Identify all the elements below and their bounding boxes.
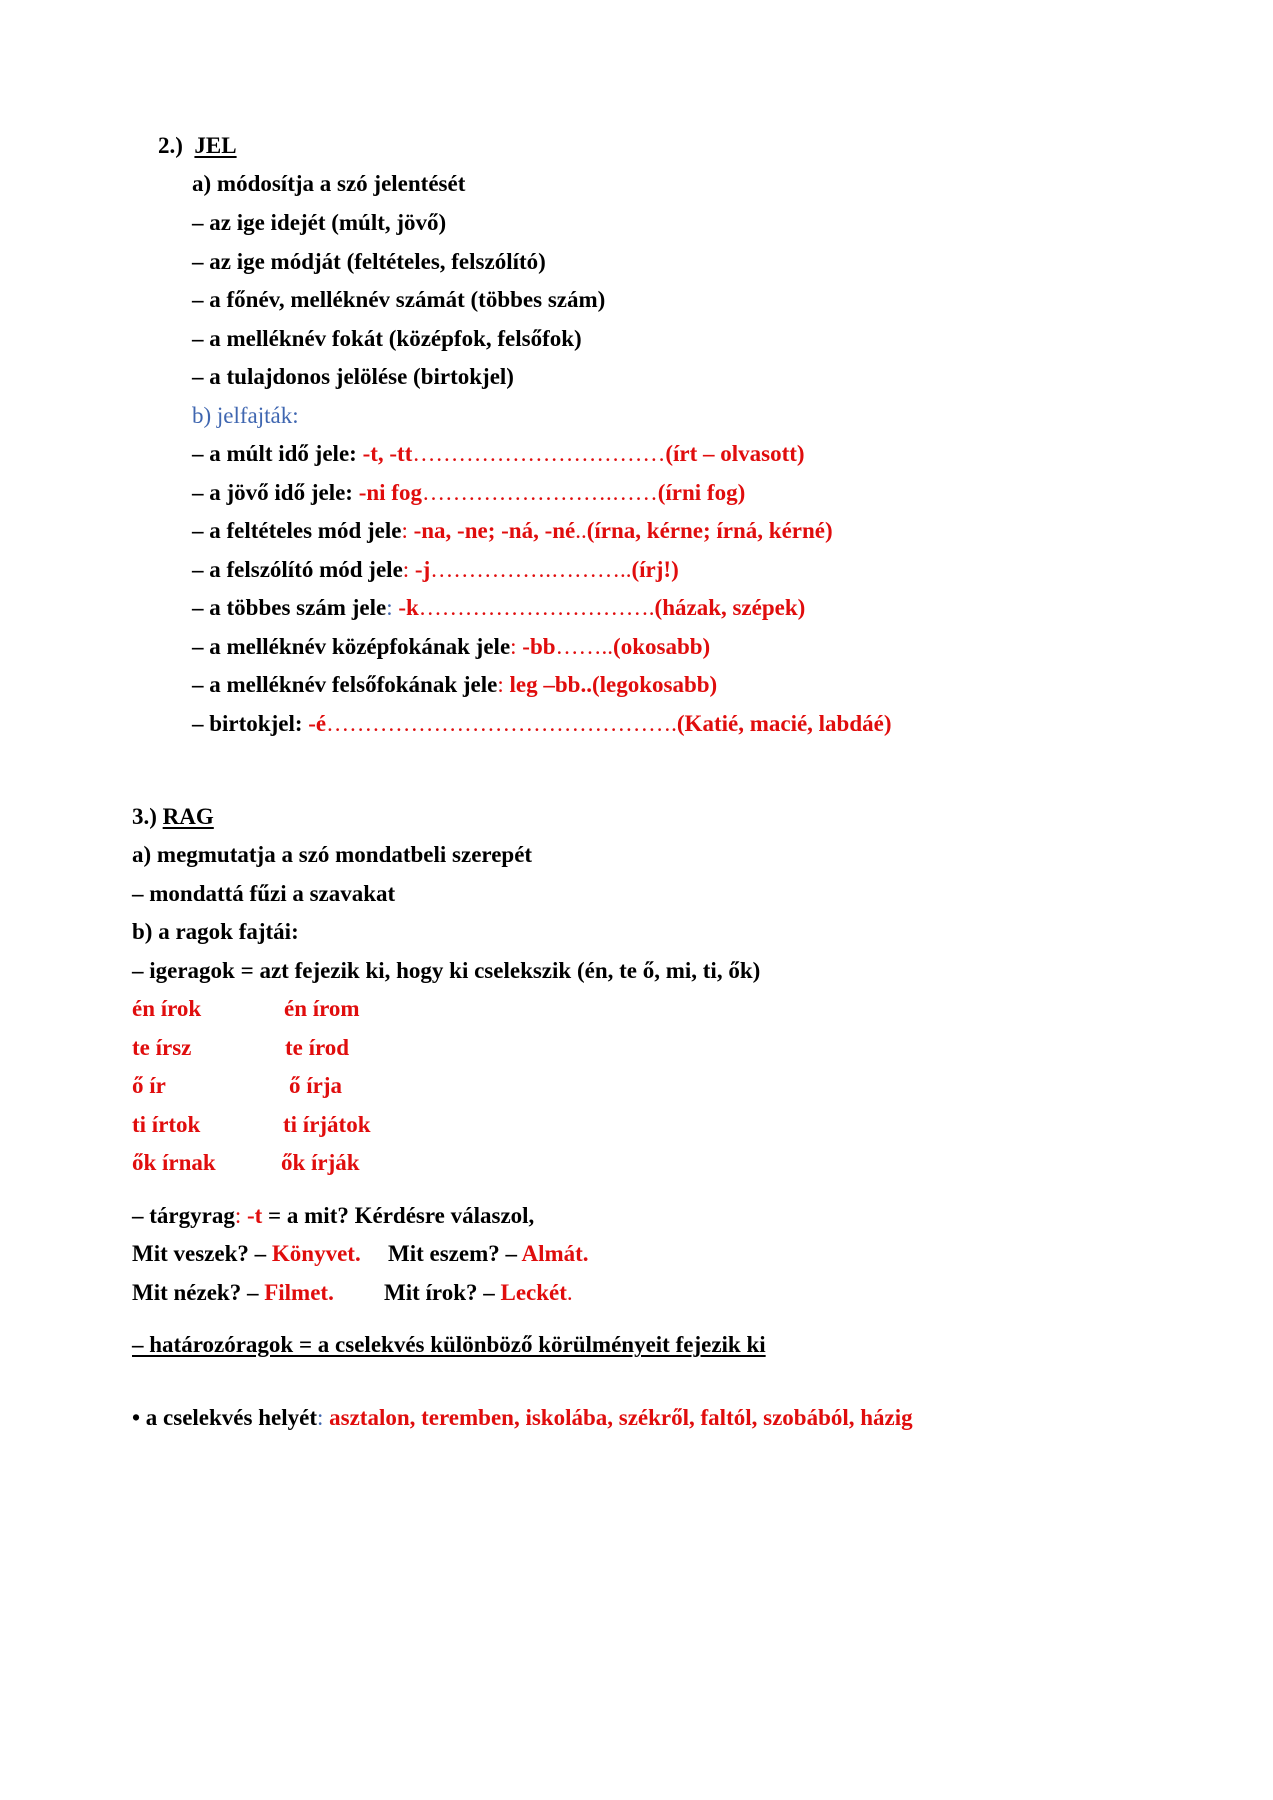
jel-a-item: – az ige módját (feltételes, felszólító) xyxy=(192,249,546,274)
jel-type-label: – a jövő idő jele: xyxy=(192,480,359,505)
example-q xyxy=(384,1279,573,1307)
jel-example: (írni fog) xyxy=(657,480,746,505)
targyrag-suffix: -t xyxy=(246,1203,263,1228)
jel-type-label: – a melléknév felsőfokának jele xyxy=(192,672,498,697)
jel-type-label: – a melléknév középfokának jele xyxy=(192,634,511,659)
jel-a-heading: a) módosítja a szó jelentését xyxy=(192,171,466,196)
hatarozoragok-heading: – határozóragok = a cselekvés különböző körülményeit fejezik ki xyxy=(132,1332,766,1357)
jel-dots: …….. xyxy=(555,634,614,659)
jel-example: (írt – olvasott) xyxy=(665,441,805,466)
example-answer: Filmet. xyxy=(264,1280,334,1305)
jel-a-item: – a tulajdonos jelölése (birtokjel) xyxy=(192,364,514,389)
example-question: Mit írok? – xyxy=(384,1280,501,1305)
jel-dots: .. xyxy=(580,672,592,697)
conjugation-def: ők írják xyxy=(281,1150,360,1175)
example-q xyxy=(132,1240,361,1268)
jel-b-heading: b) jelfajták: xyxy=(192,403,299,428)
conjugation-def: én írom xyxy=(284,996,360,1021)
example-answer: Almát. xyxy=(521,1241,589,1266)
jel-type-label: – a feltételes mód jele xyxy=(192,518,402,543)
jel-type-row xyxy=(192,710,892,738)
example-q xyxy=(388,1240,589,1268)
jel-type-label: – a többes szám jele xyxy=(192,595,387,620)
conjugation-indef: ti írtok xyxy=(132,1112,201,1137)
conjugation-def: te írod xyxy=(285,1035,350,1060)
jel-suffix: -k xyxy=(398,595,419,620)
jel-type-label: – birtokjel: xyxy=(192,711,309,736)
hely-colon: : xyxy=(316,1405,330,1430)
jel-type-row xyxy=(192,556,679,584)
conjugation-def: ti írjátok xyxy=(283,1112,371,1137)
example-question: Mit eszem? – xyxy=(388,1241,522,1266)
conjugation-indef: ő ír xyxy=(132,1073,166,1098)
rag-b-heading: b) a ragok fajtái: xyxy=(132,919,299,944)
conjugation-indef: ők írnak xyxy=(132,1150,216,1175)
conjugation-indef: én írok xyxy=(132,996,202,1021)
jel-example: (legokosabb) xyxy=(591,672,718,697)
jel-type-label: – a múlt idő jele: xyxy=(192,441,363,466)
targyrag-colon: : xyxy=(234,1203,247,1228)
section-number: 3.) xyxy=(132,804,157,829)
rag-a-item: – mondattá fűzi a szavakat xyxy=(132,881,396,906)
igeragok-line: – igeragok = azt fejezik ki, hogy ki cselekszik (én, te ő, mi, ti, ők) xyxy=(132,958,761,983)
jel-suffix: leg –bb xyxy=(509,672,581,697)
section-title: JEL xyxy=(194,133,237,158)
hely-label: • a cselekvés helyét xyxy=(132,1405,317,1430)
jel-a-item: – a főnév, melléknév számát (többes szám) xyxy=(192,287,606,312)
jel-dots: …………………….…… xyxy=(421,480,658,505)
jel-dots: ………………………………………. xyxy=(326,711,677,736)
jel-suffix: -é xyxy=(308,711,327,736)
jel-dots: …………………………… xyxy=(412,441,666,466)
jel-type-row xyxy=(192,594,805,622)
conjugation-def: ő írja xyxy=(289,1073,343,1098)
jel-type-row xyxy=(192,633,710,661)
jel-example: (okosabb) xyxy=(613,634,711,659)
hely-examples: asztalon, teremben, iskolába, székről, faltól, szobából, házig xyxy=(329,1405,913,1430)
jel-example: (írj!) xyxy=(631,557,679,582)
jel-suffix: -t, -tt xyxy=(362,441,413,466)
jel-a-item: – az ige idejét (múlt, jövő) xyxy=(192,210,447,235)
jel-colon: : xyxy=(510,634,523,659)
jel-example: (házak, szépek) xyxy=(654,595,806,620)
targyrag-rest: = a mit? Kérdésre válaszol, xyxy=(262,1203,535,1228)
jel-colon: : xyxy=(497,672,510,697)
jel-dots: …………….……….. xyxy=(430,557,632,582)
example-answer: Könyvet. xyxy=(271,1241,361,1266)
section-2-heading xyxy=(158,132,237,160)
section-title: RAG xyxy=(162,804,214,829)
jel-example: (írna, kérne; írná, kérné) xyxy=(586,518,833,543)
conjugation-indef: te írsz xyxy=(132,1035,192,1060)
jel-suffix: -bb xyxy=(522,634,556,659)
jel-type-row xyxy=(192,671,717,699)
targyrag-label: – tárgyrag xyxy=(132,1203,235,1228)
example-question: Mit veszek? – xyxy=(132,1241,272,1266)
jel-type-row xyxy=(192,517,833,545)
section-3-heading xyxy=(132,803,214,831)
jel-colon: : xyxy=(402,557,415,582)
jel-type-label: – a felszólító mód jele xyxy=(192,557,403,582)
example-q xyxy=(132,1279,334,1307)
jel-example: (Katié, macié, labdáé) xyxy=(676,711,892,736)
example-question: Mit nézek? – xyxy=(132,1280,265,1305)
example-answer-tail: . xyxy=(566,1280,573,1305)
jel-a-item: – a melléknév fokát (középfok, felsőfok) xyxy=(192,326,582,351)
jel-suffix: -ni fog xyxy=(358,480,422,505)
jel-colon: : xyxy=(386,595,399,620)
jel-suffix: -j xyxy=(414,557,431,582)
section-number: 2.) xyxy=(158,133,183,158)
jel-colon: : xyxy=(401,518,414,543)
rag-a-heading: a) megmutatja a szó mondatbeli szerepét xyxy=(132,842,533,867)
jel-type-row xyxy=(192,479,745,507)
hely-line xyxy=(132,1404,913,1432)
targyrag-line xyxy=(132,1202,534,1230)
jel-dots: .. xyxy=(575,518,587,543)
jel-dots: …………………………. xyxy=(418,595,655,620)
example-answer: Leckét xyxy=(500,1280,567,1305)
jel-suffix: -na, -ne; -ná, -né xyxy=(413,518,576,543)
jel-type-row xyxy=(192,440,805,468)
